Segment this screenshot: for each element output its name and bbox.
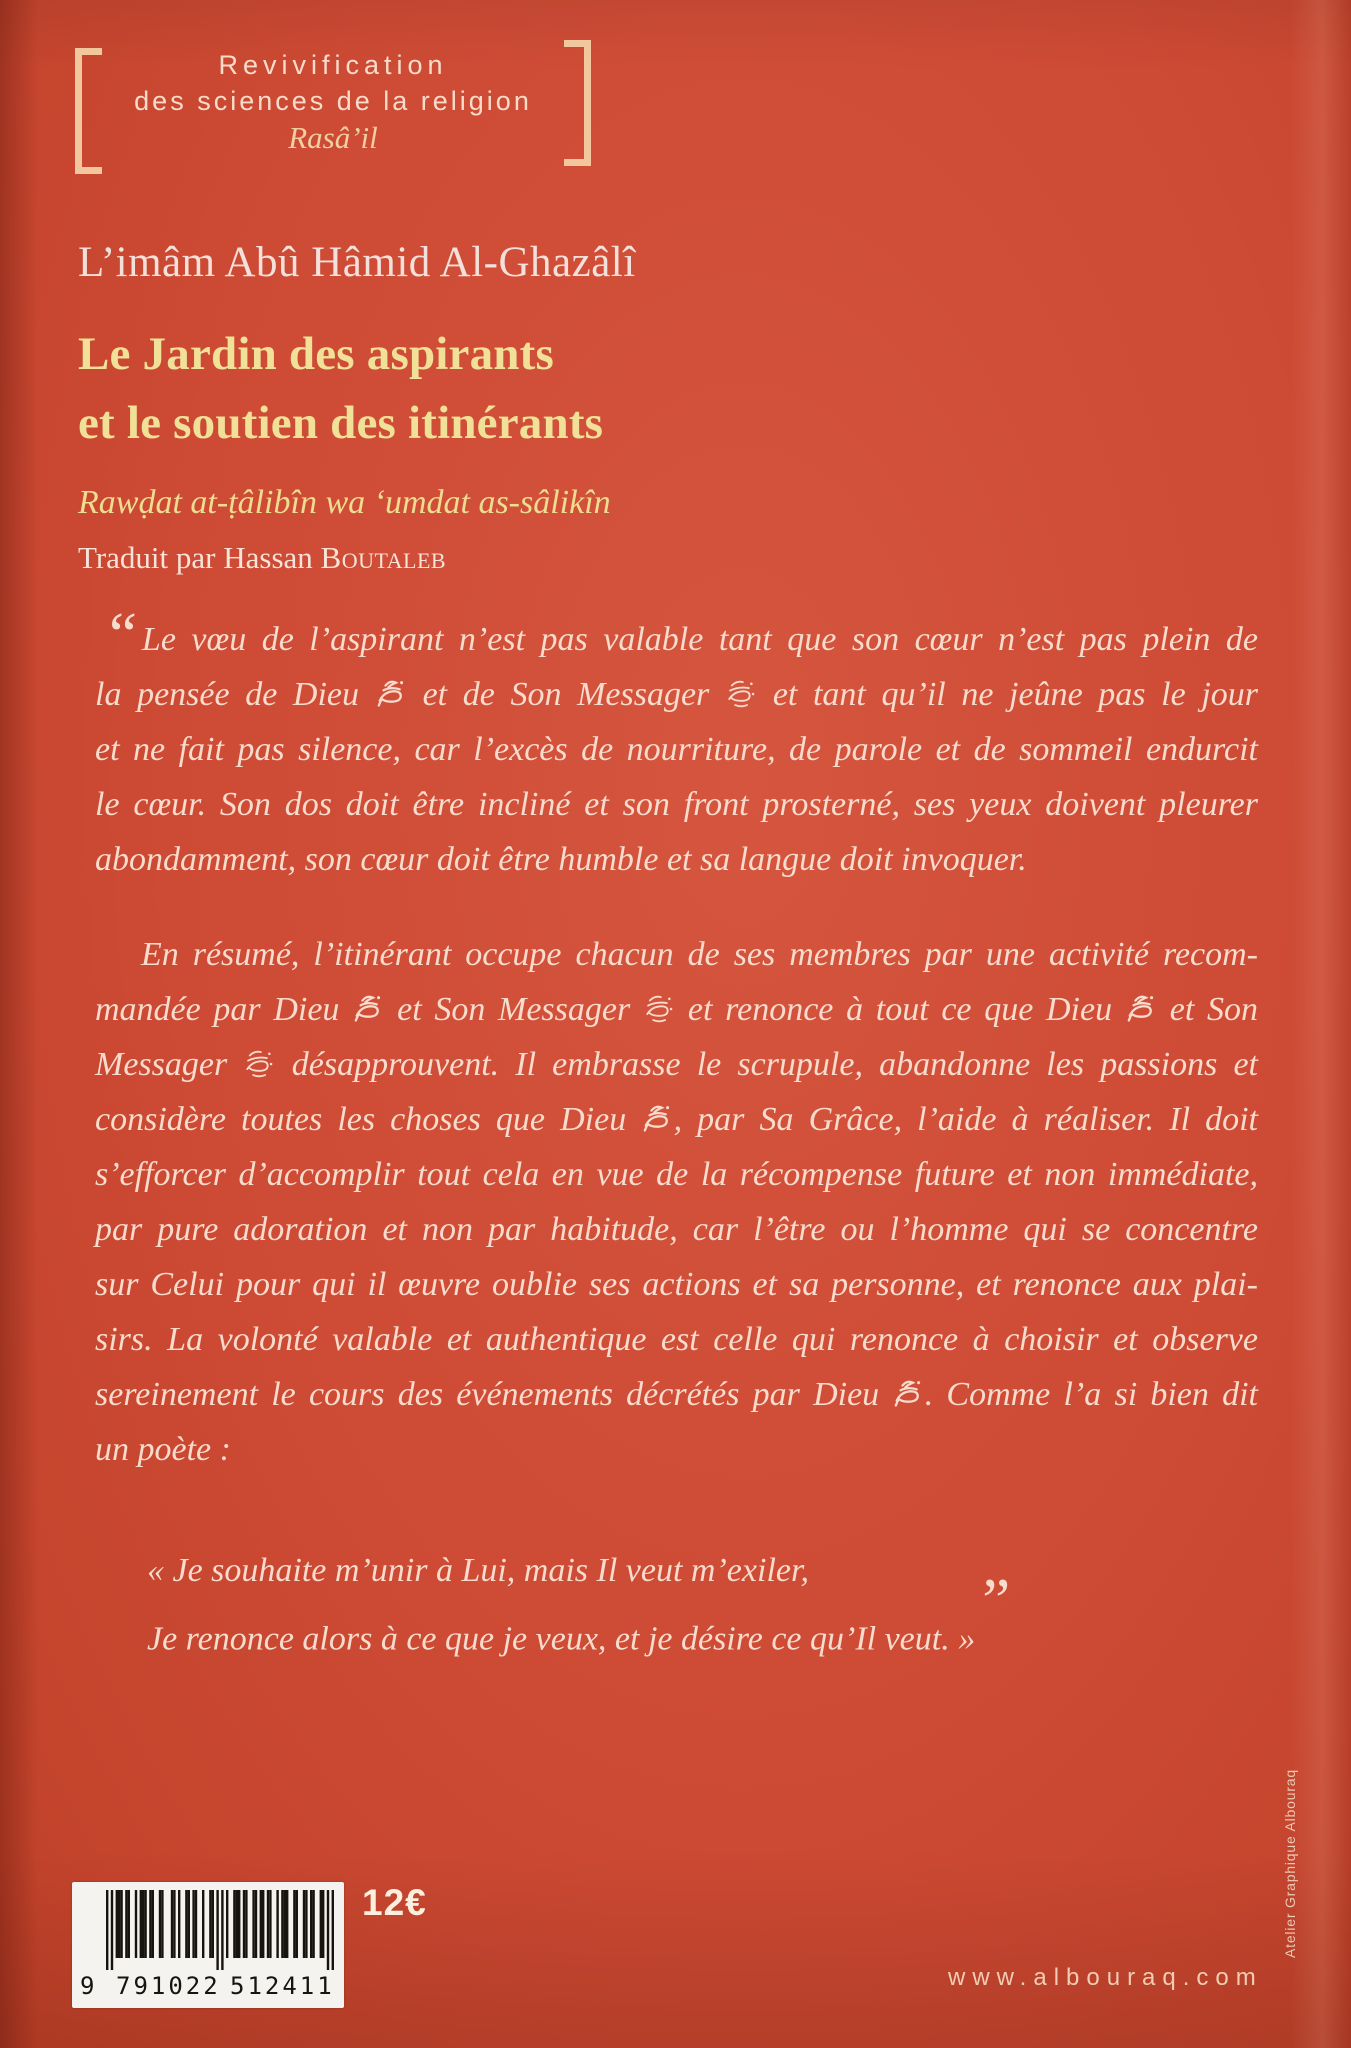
book-title-line2: et le soutien des itinérants bbox=[78, 397, 604, 449]
excerpt-paragraph bbox=[95, 927, 1258, 1477]
poem-line: Je renonce alors à ce que je veux, et je désire ce qu’Il veut. »” bbox=[147, 1565, 1011, 1658]
excerpt-line: sur Celui pour qui il œuvre oublie ses actions et sa personne, et renonce aux plai- bbox=[95, 1266, 1258, 1303]
left-bracket-icon bbox=[75, 48, 102, 174]
barcode-lead-digit: 9 bbox=[80, 1972, 98, 2000]
prophet-calligraphy-icon bbox=[725, 677, 757, 709]
closing-quote-mark: ” bbox=[982, 1565, 1011, 1635]
publisher-website: www.albouraq.com bbox=[948, 1964, 1263, 1991]
ean13-barcode bbox=[72, 1882, 344, 2008]
translator-prefix: Traduit par Hassan bbox=[78, 540, 321, 575]
series-banner bbox=[75, 48, 591, 170]
allah-calligraphy-icon bbox=[375, 677, 407, 709]
excerpt-line: En résumé, l’itinérant occupe chacun de ses membres par une activité recom- bbox=[141, 936, 1258, 973]
price-label: 12€ bbox=[362, 1882, 427, 1923]
excerpt-line: sereinement le cours des événements décrétés par Dieu . Comme l’a si bien dit bbox=[95, 1376, 1258, 1413]
series-name: Rasâ’il bbox=[288, 120, 378, 155]
excerpt-line: mandée par Dieu et Son Messager et renonce à tout ce que Dieu et Son bbox=[95, 991, 1258, 1028]
allah-calligraphy-icon bbox=[1125, 992, 1157, 1024]
excerpt-line: et ne fait pas silence, car l’excès de nourriture, de parole et de sommeil endurcit bbox=[95, 731, 1258, 768]
excerpt-paragraph bbox=[95, 599, 1258, 887]
arabic-transliterated-subtitle: Rawḍat at-ṭâlibîn wa ‘umdat as-sâlikîn bbox=[78, 484, 611, 521]
prophet-calligraphy-icon bbox=[643, 992, 675, 1024]
series-line1: Revivification bbox=[218, 50, 448, 80]
allah-calligraphy-icon bbox=[352, 992, 384, 1024]
excerpt-line: un poète : bbox=[95, 1431, 231, 1468]
back-cover-excerpt bbox=[95, 599, 1258, 1477]
opening-quote-mark: “ bbox=[109, 599, 137, 670]
excerpt-line: abondamment, son cœur doit être humble et sa langue doit invoquer. bbox=[95, 841, 1027, 878]
barcode-right-digits: 512411 bbox=[230, 1972, 335, 2000]
right-bracket-icon bbox=[564, 40, 591, 166]
book-title-line1: Le Jardin des aspirants bbox=[78, 328, 554, 380]
design-studio-credit: Atelier Graphique Albouraq bbox=[1282, 1769, 1298, 1958]
translator-name: Boutaleb bbox=[320, 540, 447, 575]
excerpt-line: le cœur. Son dos doit être incliné et son front prosterné, ses yeux doivent pleurer bbox=[95, 786, 1258, 823]
excerpt-line: par pure adoration et non par habitude, car l’être ou l’homme qui se concentre bbox=[95, 1211, 1258, 1248]
excerpt-line: considère toutes les choses que Dieu , par Sa Grâce, l’aide à réaliser. Il doit bbox=[95, 1101, 1258, 1138]
excerpt-line: “ Le vœu de l’aspirant n’est pas valable tant que son cœur n’est pas plein de bbox=[109, 599, 1258, 670]
author-name: L’imâm Abû Hâmid Al-Ghazâlî bbox=[78, 239, 636, 286]
excerpt-line: sirs. La volonté valable et authentique est celle qui renonce à choisir et observe bbox=[95, 1321, 1258, 1358]
prophet-calligraphy-icon bbox=[243, 1047, 275, 1079]
book-title bbox=[78, 320, 603, 458]
excerpt-line: Messager désapprouvent. Il embrasse le scrupule, abandonne les passions et bbox=[95, 1046, 1258, 1083]
excerpt-line: la pensée de Dieu et de Son Messager et tant qu’il ne jeûne pas le jour bbox=[95, 676, 1258, 713]
allah-calligraphy-icon bbox=[641, 1102, 673, 1134]
translator-line bbox=[78, 540, 446, 576]
series-text bbox=[109, 50, 557, 156]
allah-calligraphy-icon bbox=[892, 1377, 924, 1409]
barcode-bars bbox=[106, 1890, 334, 1970]
poem-line: « Je souhaite m’unir à Lui, mais Il veut m’exiler, bbox=[147, 1552, 809, 1589]
barcode-left-digits: 791022 bbox=[116, 1972, 221, 2000]
poem-quote bbox=[147, 1542, 1010, 1668]
excerpt-line: s’efforcer d’accomplir tout cela en vue de la récompense future et non immédiate, bbox=[95, 1156, 1258, 1193]
series-line2: des sciences de la religion bbox=[134, 86, 532, 116]
